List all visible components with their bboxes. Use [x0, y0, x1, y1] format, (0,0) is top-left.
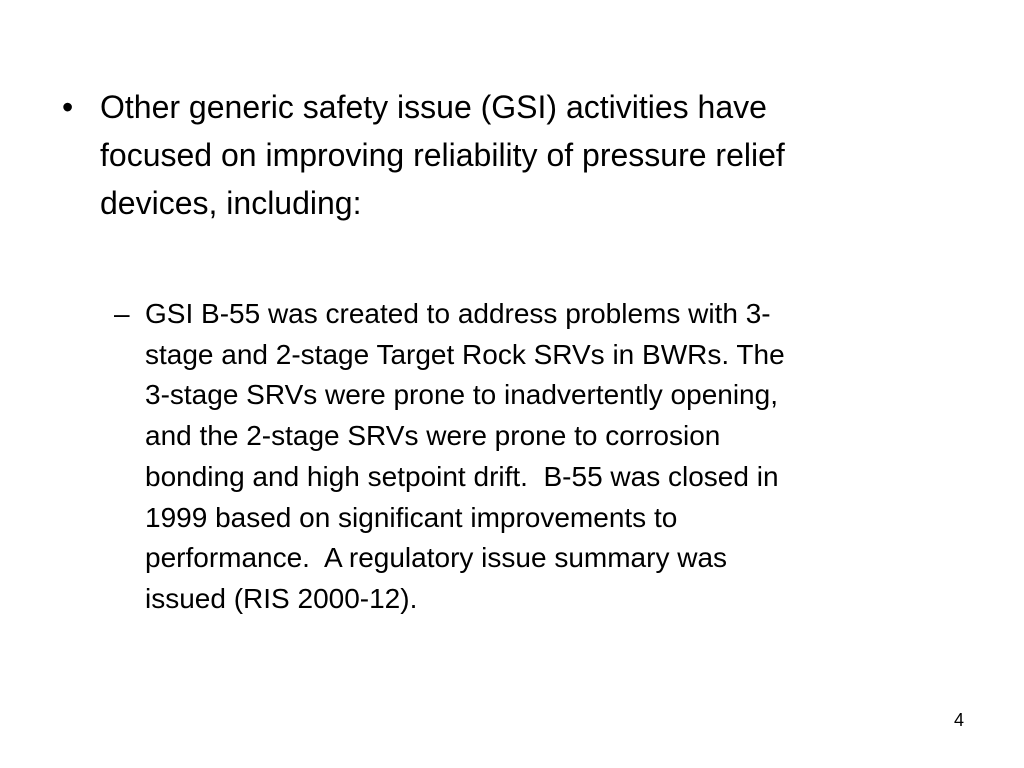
dash-marker: –	[114, 298, 130, 329]
bullet-marker: •	[62, 89, 74, 125]
page-number: 4	[953, 710, 964, 730]
sub-bullet-text: GSI B-55 was created to address problems with 3- stage and 2-stage Target Rock SRVs in BWRs. The 3-stage SRVs were prone to inadvertently opening, and the 2-stage SRVs were prone to corrosion bonding and high setpoint drift. B-55 was closed in 1999 based on significant improvements to performance. A regulatory issue summary was issued (RIS 2000-12).	[145, 298, 785, 614]
main-bullet-text: Other generic safety issue (GSI) activities have focused on improving reliability of pressure relief devices, including:	[100, 89, 785, 221]
main-bullet	[62, 83, 962, 227]
sub-bullet	[114, 294, 934, 620]
